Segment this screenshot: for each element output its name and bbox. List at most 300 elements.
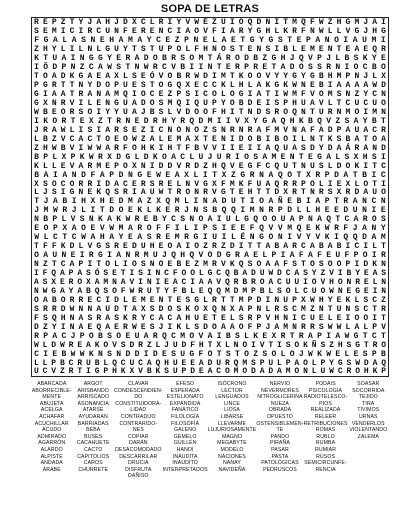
- grid-letter[interactable]: A: [198, 358, 204, 368]
- grid-letter[interactable]: N: [381, 286, 387, 296]
- grid-letter[interactable]: A: [292, 143, 297, 153]
- grid-letter[interactable]: E: [140, 322, 146, 332]
- grid-letter[interactable]: B: [362, 170, 367, 180]
- grid-letter[interactable]: G: [268, 36, 274, 46]
- grid-letter[interactable]: N: [212, 45, 217, 55]
- grid-letter[interactable]: C: [167, 313, 173, 323]
- grid-letter[interactable]: T: [207, 340, 213, 350]
- grid-letter[interactable]: A: [244, 251, 249, 261]
- grid-letter[interactable]: C: [140, 18, 146, 28]
- grid-letter[interactable]: M: [167, 98, 173, 108]
- grid-letter[interactable]: A: [353, 215, 359, 225]
- grid-letter[interactable]: G: [317, 152, 322, 162]
- grid-letter[interactable]: O: [318, 90, 324, 99]
- grid-letter[interactable]: B: [42, 134, 48, 144]
- grid-letter[interactable]: S: [336, 90, 342, 99]
- grid-letter[interactable]: I: [96, 179, 102, 189]
- grid-letter[interactable]: E: [305, 224, 311, 234]
- grid-letter[interactable]: I: [229, 143, 235, 153]
- grid-letter[interactable]: E: [90, 224, 96, 234]
- grid-letter[interactable]: U: [309, 161, 315, 171]
- grid-letter[interactable]: Q: [292, 107, 297, 117]
- grid-letter[interactable]: E: [161, 349, 167, 359]
- grid-letter[interactable]: N: [220, 134, 226, 144]
- grid-letter[interactable]: E: [59, 277, 65, 287]
- grid-letter[interactable]: D: [114, 295, 119, 305]
- grid-letter[interactable]: D: [131, 242, 137, 252]
- grid-letter[interactable]: E: [194, 81, 200, 91]
- grid-letter[interactable]: S: [320, 340, 326, 350]
- grid-letter[interactable]: I: [53, 170, 58, 180]
- grid-letter[interactable]: N: [354, 72, 360, 82]
- grid-letter[interactable]: H: [109, 36, 115, 46]
- grid-letter[interactable]: S: [103, 269, 109, 278]
- grid-letter[interactable]: G: [78, 72, 84, 82]
- grid-letter[interactable]: G: [43, 36, 49, 46]
- grid-letter[interactable]: A: [137, 233, 143, 243]
- grid-letter[interactable]: X: [353, 152, 359, 162]
- grid-letter[interactable]: W: [327, 322, 333, 332]
- grid-letter[interactable]: S: [103, 286, 109, 296]
- grid-letter[interactable]: P: [244, 63, 249, 73]
- grid-letter[interactable]: O: [167, 242, 173, 252]
- grid-letter[interactable]: T: [381, 116, 386, 126]
- grid-letter[interactable]: F: [123, 27, 128, 37]
- grid-letter[interactable]: K: [116, 215, 122, 225]
- grid-letter[interactable]: L: [294, 286, 300, 296]
- grid-letter[interactable]: I: [225, 116, 231, 126]
- grid-letter[interactable]: L: [265, 304, 271, 314]
- grid-letter[interactable]: L: [212, 36, 218, 46]
- grid-letter[interactable]: A: [327, 242, 333, 252]
- grid-letter[interactable]: P: [114, 161, 119, 171]
- grid-letter[interactable]: N: [69, 322, 75, 332]
- grid-letter[interactable]: C: [34, 349, 39, 359]
- grid-letter[interactable]: U: [231, 197, 236, 207]
- grid-letter[interactable]: H: [329, 277, 334, 287]
- grid-letter[interactable]: J: [352, 224, 358, 234]
- grid-letter[interactable]: L: [224, 340, 230, 350]
- grid-letter[interactable]: X: [212, 179, 217, 189]
- grid-letter[interactable]: R: [114, 242, 119, 252]
- grid-letter[interactable]: T: [216, 349, 222, 359]
- grid-letter[interactable]: T: [363, 134, 369, 144]
- grid-letter[interactable]: G: [105, 45, 111, 55]
- grid-letter[interactable]: N: [114, 27, 119, 37]
- grid-letter[interactable]: D: [363, 260, 369, 270]
- grid-letter[interactable]: R: [212, 242, 217, 252]
- grid-letter[interactable]: E: [165, 170, 171, 180]
- grid-letter[interactable]: X: [229, 304, 235, 314]
- grid-letter[interactable]: X: [51, 277, 57, 287]
- grid-letter[interactable]: R: [334, 224, 339, 234]
- grid-letter[interactable]: O: [158, 260, 164, 270]
- grid-letter[interactable]: B: [346, 269, 352, 278]
- grid-letter[interactable]: N: [381, 260, 386, 270]
- grid-letter[interactable]: N: [381, 107, 386, 117]
- grid-letter[interactable]: I: [185, 242, 191, 252]
- grid-letter[interactable]: I: [274, 18, 280, 28]
- grid-letter[interactable]: S: [180, 215, 186, 225]
- grid-letter[interactable]: O: [311, 277, 317, 287]
- grid-letter[interactable]: N: [324, 36, 330, 46]
- grid-letter[interactable]: L: [327, 27, 333, 37]
- grid-letter[interactable]: A: [265, 242, 271, 252]
- grid-letter[interactable]: A: [118, 36, 124, 46]
- grid-letter[interactable]: V: [268, 224, 274, 234]
- grid-letter[interactable]: Y: [146, 36, 152, 46]
- grid-letter[interactable]: N: [127, 170, 133, 180]
- grid-letter[interactable]: S: [265, 107, 271, 117]
- grid-letter[interactable]: T: [334, 197, 339, 207]
- grid-letter[interactable]: A: [317, 215, 322, 225]
- grid-letter[interactable]: R: [87, 161, 93, 171]
- grid-letter[interactable]: W: [156, 170, 161, 180]
- grid-letter[interactable]: R: [156, 233, 161, 243]
- grid-letter[interactable]: N: [362, 197, 367, 207]
- grid-letter[interactable]: S: [274, 98, 280, 108]
- grid-letter[interactable]: Q: [220, 161, 226, 171]
- grid-letter[interactable]: H: [81, 197, 86, 207]
- grid-letter[interactable]: S: [353, 54, 359, 64]
- grid-letter[interactable]: O: [176, 125, 182, 135]
- grid-letter[interactable]: R: [315, 170, 321, 180]
- grid-letter[interactable]: K: [149, 143, 155, 153]
- grid-letter[interactable]: A: [149, 134, 155, 144]
- grid-letter[interactable]: P: [251, 286, 256, 296]
- grid-letter[interactable]: L: [134, 152, 140, 162]
- grid-letter[interactable]: C: [363, 98, 369, 108]
- grid-letter[interactable]: Y: [68, 286, 74, 296]
- grid-letter[interactable]: D: [203, 322, 208, 332]
- grid-letter[interactable]: P: [285, 358, 291, 368]
- grid-letter[interactable]: R: [233, 277, 239, 287]
- grid-letter[interactable]: E: [238, 161, 244, 171]
- grid-letter[interactable]: G: [247, 161, 253, 171]
- grid-letter[interactable]: P: [79, 331, 85, 341]
- grid-letter[interactable]: P: [70, 152, 76, 162]
- grid-letter[interactable]: U: [318, 107, 324, 117]
- grid-letter[interactable]: Q: [274, 179, 280, 189]
- grid-letter[interactable]: Y: [78, 18, 84, 28]
- grid-letter[interactable]: V: [99, 224, 105, 234]
- grid-letter[interactable]: C: [42, 367, 48, 377]
- grid-letter[interactable]: B: [336, 242, 342, 252]
- grid-letter[interactable]: C: [61, 331, 67, 341]
- grid-letter[interactable]: I: [202, 233, 208, 243]
- grid-letter[interactable]: E: [198, 286, 204, 296]
- grid-letter[interactable]: I: [78, 98, 84, 108]
- grid-letter[interactable]: D: [343, 206, 349, 216]
- grid-letter[interactable]: P: [324, 170, 330, 180]
- grid-letter[interactable]: W: [131, 322, 137, 332]
- grid-letter[interactable]: K: [238, 72, 244, 82]
- grid-letter[interactable]: O: [146, 224, 152, 234]
- grid-letter[interactable]: E: [114, 134, 119, 144]
- grid-letter[interactable]: M: [127, 197, 133, 207]
- grid-letter[interactable]: W: [42, 286, 48, 296]
- grid-letter[interactable]: C: [371, 197, 377, 207]
- grid-letter[interactable]: R: [225, 54, 231, 64]
- grid-letter[interactable]: O: [105, 260, 111, 270]
- grid-letter[interactable]: G: [51, 286, 57, 296]
- grid-letter[interactable]: O: [220, 45, 226, 55]
- grid-letter[interactable]: Q: [123, 90, 128, 99]
- grid-letter[interactable]: Z: [34, 45, 39, 55]
- grid-letter[interactable]: M: [345, 107, 351, 117]
- grid-letter[interactable]: U: [149, 188, 155, 198]
- grid-letter[interactable]: U: [220, 18, 226, 28]
- grid-letter[interactable]: O: [194, 125, 200, 135]
- grid-letter[interactable]: U: [134, 331, 140, 341]
- grid-letter[interactable]: Y: [123, 45, 128, 55]
- grid-letter[interactable]: M: [224, 286, 230, 296]
- grid-letter[interactable]: R: [185, 72, 191, 82]
- grid-letter[interactable]: L: [220, 90, 226, 99]
- grid-letter[interactable]: W: [34, 107, 39, 117]
- grid-letter[interactable]: I: [372, 286, 378, 296]
- grid-letter[interactable]: O: [60, 295, 66, 305]
- grid-letter[interactable]: C: [303, 286, 308, 296]
- grid-letter[interactable]: A: [363, 81, 369, 91]
- grid-letter[interactable]: O: [69, 179, 75, 189]
- grid-letter[interactable]: N: [301, 161, 306, 171]
- grid-letter[interactable]: L: [193, 170, 199, 180]
- grid-letter[interactable]: N: [337, 286, 343, 296]
- grid-letter[interactable]: N: [61, 251, 67, 261]
- grid-letter[interactable]: A: [207, 367, 213, 377]
- grid-letter[interactable]: O: [105, 134, 111, 144]
- grid-letter[interactable]: A: [143, 331, 149, 341]
- grid-letter[interactable]: E: [79, 116, 85, 126]
- grid-letter[interactable]: G: [203, 179, 208, 189]
- grid-letter[interactable]: C: [203, 81, 208, 91]
- grid-letter[interactable]: J: [363, 27, 369, 37]
- grid-letter[interactable]: E: [225, 63, 231, 73]
- grid-letter[interactable]: W: [88, 152, 94, 162]
- grid-letter[interactable]: R: [212, 295, 217, 305]
- grid-letter[interactable]: L: [185, 322, 191, 332]
- grid-letter[interactable]: S: [123, 125, 128, 135]
- grid-letter[interactable]: H: [336, 18, 342, 28]
- grid-letter[interactable]: R: [114, 125, 119, 135]
- grid-letter[interactable]: I: [274, 45, 280, 55]
- grid-letter[interactable]: R: [292, 27, 297, 37]
- grid-letter[interactable]: A: [99, 170, 105, 180]
- grid-letter[interactable]: R: [274, 304, 280, 314]
- grid-letter[interactable]: S: [171, 349, 176, 359]
- grid-letter[interactable]: O: [353, 63, 359, 73]
- grid-letter[interactable]: H: [185, 313, 191, 323]
- grid-letter[interactable]: K: [152, 152, 158, 162]
- grid-letter[interactable]: E: [34, 224, 40, 234]
- grid-letter[interactable]: M: [174, 197, 180, 207]
- grid-letter[interactable]: O: [371, 215, 377, 225]
- grid-letter[interactable]: L: [229, 81, 235, 91]
- grid-letter[interactable]: R: [51, 81, 57, 91]
- grid-letter[interactable]: X: [131, 18, 137, 28]
- grid-letter[interactable]: V: [329, 269, 334, 278]
- grid-letter[interactable]: A: [207, 277, 213, 287]
- grid-letter[interactable]: I: [251, 340, 256, 350]
- grid-letter[interactable]: L: [69, 125, 75, 135]
- grid-letter[interactable]: O: [194, 304, 200, 314]
- grid-letter[interactable]: L: [301, 134, 306, 144]
- grid-letter[interactable]: I: [229, 107, 235, 117]
- grid-letter[interactable]: S: [87, 125, 93, 135]
- grid-letter[interactable]: P: [103, 367, 109, 377]
- grid-letter[interactable]: O: [161, 152, 167, 162]
- grid-letter[interactable]: I: [146, 269, 152, 278]
- grid-letter[interactable]: N: [34, 260, 39, 270]
- grid-letter[interactable]: O: [194, 107, 200, 117]
- grid-letter[interactable]: V: [345, 27, 351, 37]
- grid-letter[interactable]: O: [234, 54, 240, 64]
- grid-letter[interactable]: I: [194, 90, 200, 99]
- grid-letter[interactable]: G: [249, 36, 255, 46]
- grid-letter[interactable]: O: [271, 349, 277, 359]
- grid-letter[interactable]: R: [77, 358, 83, 368]
- grid-letter[interactable]: J: [265, 322, 271, 332]
- grid-letter[interactable]: O: [354, 313, 360, 323]
- grid-letter[interactable]: Q: [343, 233, 349, 243]
- grid-letter[interactable]: P: [247, 304, 253, 314]
- grid-letter[interactable]: R: [125, 54, 131, 64]
- grid-letter[interactable]: H: [327, 72, 333, 82]
- grid-letter[interactable]: Q: [207, 286, 213, 296]
- grid-letter[interactable]: R: [34, 18, 39, 28]
- grid-letter[interactable]: L: [176, 179, 182, 189]
- grid-letter[interactable]: Y: [362, 116, 368, 126]
- grid-letter[interactable]: L: [327, 161, 333, 171]
- grid-letter[interactable]: O: [283, 134, 289, 144]
- grid-letter[interactable]: B: [146, 367, 152, 377]
- grid-letter[interactable]: W: [59, 340, 65, 350]
- grid-letter[interactable]: K: [156, 206, 161, 216]
- grid-letter[interactable]: X: [129, 367, 135, 377]
- grid-letter[interactable]: I: [221, 233, 227, 243]
- grid-letter[interactable]: S: [149, 304, 155, 314]
- grid-letter[interactable]: S: [107, 349, 112, 359]
- grid-letter[interactable]: A: [61, 54, 67, 64]
- grid-letter[interactable]: R: [292, 242, 297, 252]
- grid-letter[interactable]: F: [120, 286, 126, 296]
- grid-letter[interactable]: I: [287, 233, 293, 243]
- grid-letter[interactable]: C: [138, 358, 143, 368]
- grid-letter[interactable]: R: [327, 107, 333, 117]
- grid-letter[interactable]: I: [229, 134, 235, 144]
- grid-letter[interactable]: Q: [259, 224, 264, 234]
- grid-letter[interactable]: R: [78, 295, 84, 305]
- grid-letter[interactable]: A: [146, 358, 152, 368]
- grid-letter[interactable]: M: [127, 36, 133, 46]
- grid-letter[interactable]: L: [158, 134, 164, 144]
- grid-letter[interactable]: M: [198, 54, 204, 64]
- grid-letter[interactable]: A: [43, 251, 49, 261]
- grid-letter[interactable]: E: [167, 179, 173, 189]
- grid-letter[interactable]: A: [107, 215, 112, 225]
- grid-letter[interactable]: V: [259, 340, 265, 350]
- grid-letter[interactable]: T: [240, 36, 246, 46]
- grid-letter[interactable]: G: [88, 54, 94, 64]
- grid-letter[interactable]: U: [280, 215, 286, 225]
- grid-letter[interactable]: N: [308, 215, 313, 225]
- grid-letter[interactable]: A: [59, 286, 65, 296]
- grid-letter[interactable]: N: [309, 188, 315, 198]
- grid-letter[interactable]: K: [324, 233, 330, 243]
- grid-letter[interactable]: U: [105, 304, 111, 314]
- grid-letter[interactable]: E: [140, 72, 146, 82]
- grid-letter[interactable]: P: [336, 125, 342, 135]
- grid-letter[interactable]: A: [105, 322, 111, 332]
- grid-letter[interactable]: W: [336, 322, 342, 332]
- grid-letter[interactable]: R: [140, 179, 146, 189]
- grid-letter[interactable]: A: [343, 170, 349, 180]
- grid-letter[interactable]: N: [380, 197, 386, 207]
- grid-letter[interactable]: K: [220, 81, 226, 91]
- grid-letter[interactable]: S: [212, 224, 218, 234]
- grid-letter[interactable]: O: [88, 331, 94, 341]
- grid-letter[interactable]: L: [335, 54, 341, 64]
- grid-letter[interactable]: Z: [335, 116, 341, 126]
- grid-letter[interactable]: W: [308, 349, 313, 359]
- grid-letter[interactable]: U: [194, 313, 200, 323]
- grid-letter[interactable]: G: [309, 72, 315, 82]
- grid-letter[interactable]: A: [345, 81, 351, 91]
- grid-letter[interactable]: T: [335, 215, 341, 225]
- grid-letter[interactable]: Z: [140, 134, 146, 144]
- grid-letter[interactable]: I: [198, 63, 204, 73]
- grid-letter[interactable]: E: [131, 295, 137, 305]
- grid-letter[interactable]: N: [71, 170, 77, 180]
- grid-letter[interactable]: M: [371, 36, 377, 46]
- grid-letter[interactable]: N: [256, 304, 262, 314]
- grid-letter[interactable]: A: [207, 215, 213, 225]
- grid-letter[interactable]: N: [98, 349, 103, 359]
- grid-letter[interactable]: I: [274, 90, 280, 99]
- grid-letter[interactable]: A: [134, 54, 140, 64]
- grid-letter[interactable]: U: [283, 143, 289, 153]
- grid-letter[interactable]: M: [283, 322, 289, 332]
- grid-letter[interactable]: A: [294, 269, 300, 278]
- grid-letter[interactable]: C: [292, 304, 297, 314]
- grid-letter[interactable]: R: [346, 367, 352, 377]
- grid-letter[interactable]: N: [345, 90, 351, 99]
- grid-letter[interactable]: S: [140, 45, 146, 55]
- grid-letter[interactable]: H: [198, 340, 204, 350]
- grid-letter[interactable]: X: [62, 224, 68, 234]
- grid-letter[interactable]: N: [381, 277, 387, 287]
- grid-letter[interactable]: I: [292, 134, 297, 144]
- grid-letter[interactable]: R: [381, 125, 386, 135]
- grid-letter[interactable]: I: [277, 340, 282, 350]
- grid-letter[interactable]: P: [34, 81, 39, 91]
- grid-letter[interactable]: P: [345, 72, 351, 82]
- grid-letter[interactable]: F: [265, 125, 271, 135]
- grid-letter[interactable]: C: [60, 260, 66, 270]
- grid-letter[interactable]: R: [69, 295, 75, 305]
- grid-letter[interactable]: T: [336, 98, 342, 108]
- grid-letter[interactable]: F: [198, 349, 204, 359]
- grid-letter[interactable]: B: [259, 286, 265, 296]
- grid-letter[interactable]: U: [294, 277, 300, 287]
- grid-letter[interactable]: U: [352, 206, 358, 216]
- grid-letter[interactable]: F: [185, 143, 191, 153]
- grid-letter[interactable]: L: [311, 358, 317, 368]
- grid-letter[interactable]: R: [134, 251, 140, 261]
- grid-letter[interactable]: E: [112, 269, 117, 278]
- grid-letter[interactable]: S: [158, 107, 164, 117]
